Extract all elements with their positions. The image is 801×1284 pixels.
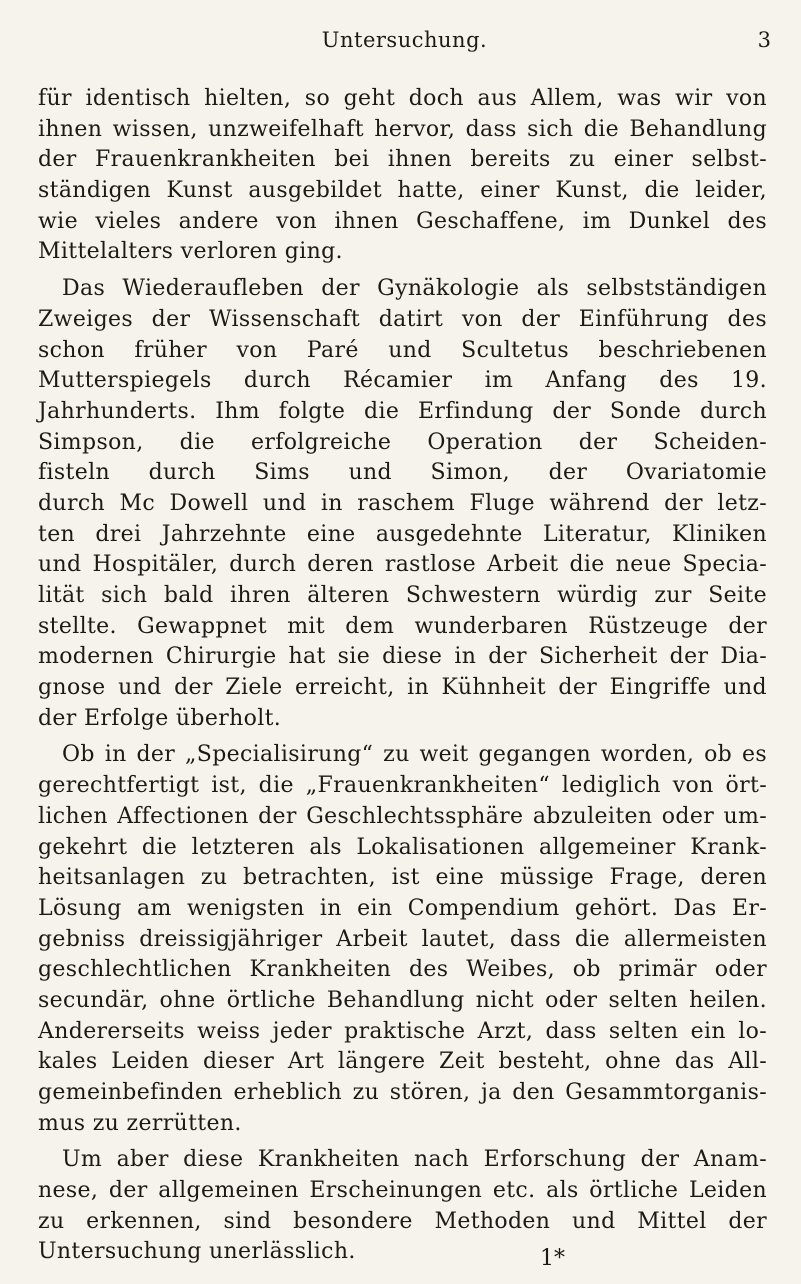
text-line: Jahrhunderts. Ihm folgte die Erfindung der Sonde durch	[38, 398, 767, 424]
paragraph	[38, 740, 767, 1139]
text-line: modernen Chirurgie hat sie diese in der Sicherheit der Dia-	[38, 644, 767, 670]
text-line: gnose und der Ziele erreicht, in Kühnheit der Eingriffe und	[38, 675, 767, 701]
text-line: durch Mc Dowell und in raschem Fluge während der letz-	[38, 490, 767, 516]
text-line: gekehrt die letzteren als Lokalisationen allgemeiner Krank-	[38, 834, 767, 860]
text-line: zu erkennen, sind besondere Methoden und Mittel der	[38, 1208, 767, 1234]
text-line: Um aber diese Krankheiten nach Erforschung der Anam-	[62, 1147, 767, 1173]
signature-mark: 1*	[540, 1246, 565, 1271]
page-number: 3	[757, 28, 771, 52]
text-line: lität sich bald ihren älteren Schwestern würdig zur Seite	[38, 583, 767, 608]
text-line: secundär, ohne örtliche Behandlung nicht oder selten heilen.	[38, 987, 767, 1013]
text-line: der Frauenkrankheiten bei ihnen bereits zu einer selbst-	[38, 147, 767, 173]
text-line: gebniss dreissigjähriger Arbeit lautet, dass die allermeisten	[38, 926, 767, 952]
text-line: Mutterspiegels durch Récamier im Anfang des 19.	[38, 368, 767, 394]
text-line: nese, der allgemeinen Erscheinungen etc. als örtliche Leiden	[38, 1178, 767, 1204]
paragraph	[38, 84, 767, 268]
text-line: für identisch hielten, so geht doch aus Allem, was wir von	[38, 86, 767, 111]
text-line: Andererseits weiss jeder praktische Arzt, dass selten ein lo-	[38, 1018, 767, 1044]
body-text	[38, 84, 767, 1268]
text-line: der Erfolge überholt.	[38, 705, 282, 731]
text-line: geschlechtlichen Krankheiten des Weibes, ob primär oder	[38, 957, 767, 983]
text-line: ten drei Jahrzehnte eine ausgedehnte Literatur, Kliniken	[38, 521, 767, 547]
text-line: schon früher von Paré und Scultetus beschriebenen	[38, 337, 767, 363]
paragraph	[38, 274, 767, 734]
text-line: lichen Affectionen der Geschlechtssphäre abzuleiten oder um-	[38, 803, 767, 829]
text-line: kales Leiden dieser Art längere Zeit besteht, ohne das All-	[38, 1049, 767, 1075]
running-head: Untersuchung.	[321, 28, 488, 52]
paragraph	[38, 1145, 767, 1268]
text-line: Mittelalters verloren ging.	[38, 239, 343, 265]
text-line: und Hospitäler, durch deren rastlose Arbeit die neue Specia-	[38, 552, 767, 578]
text-line: fisteln durch Sims und Simon, der Ovariatomie	[38, 460, 767, 486]
text-line: wie vieles andere von ihnen Geschaffene, im Dunkel des	[38, 208, 767, 234]
text-line: gerechtfertigt ist, die „Frauenkrankheiten“ lediglich von ört-	[38, 773, 767, 799]
text-line: gemeinbefinden erheblich zu stören, ja den Gesammtorganis-	[38, 1080, 767, 1105]
text-line: Ob in der „Specialisirung“ zu weit gegangen worden, ob es	[62, 742, 767, 768]
page-header	[38, 18, 771, 62]
text-line: Zweiges der Wissenschaft datirt von der Einführung des	[38, 306, 767, 332]
text-line: Lösung am wenigsten in ein Compendium gehört. Das Er-	[38, 895, 767, 921]
text-line: Simpson, die erfolgreiche Operation der Scheiden-	[38, 429, 767, 455]
text-line: ständigen Kunst ausgebildet hatte, einer Kunst, die leider,	[38, 178, 767, 204]
text-line: heitsanlagen zu betrachten, ist eine müssige Frage, deren	[38, 865, 767, 891]
text-line: stellte. Gewappnet mit dem wunderbaren Rüstzeuge der	[38, 613, 767, 639]
text-line: Untersuchung unerlässlich.	[38, 1239, 356, 1265]
text-line: mus zu zerrütten.	[38, 1110, 242, 1136]
text-line: Das Wiederaufleben der Gynäkologie als selbstständigen	[62, 276, 767, 302]
text-line: ihnen wissen, unzweifelhaft hervor, dass sich die Behandlung	[38, 116, 767, 142]
